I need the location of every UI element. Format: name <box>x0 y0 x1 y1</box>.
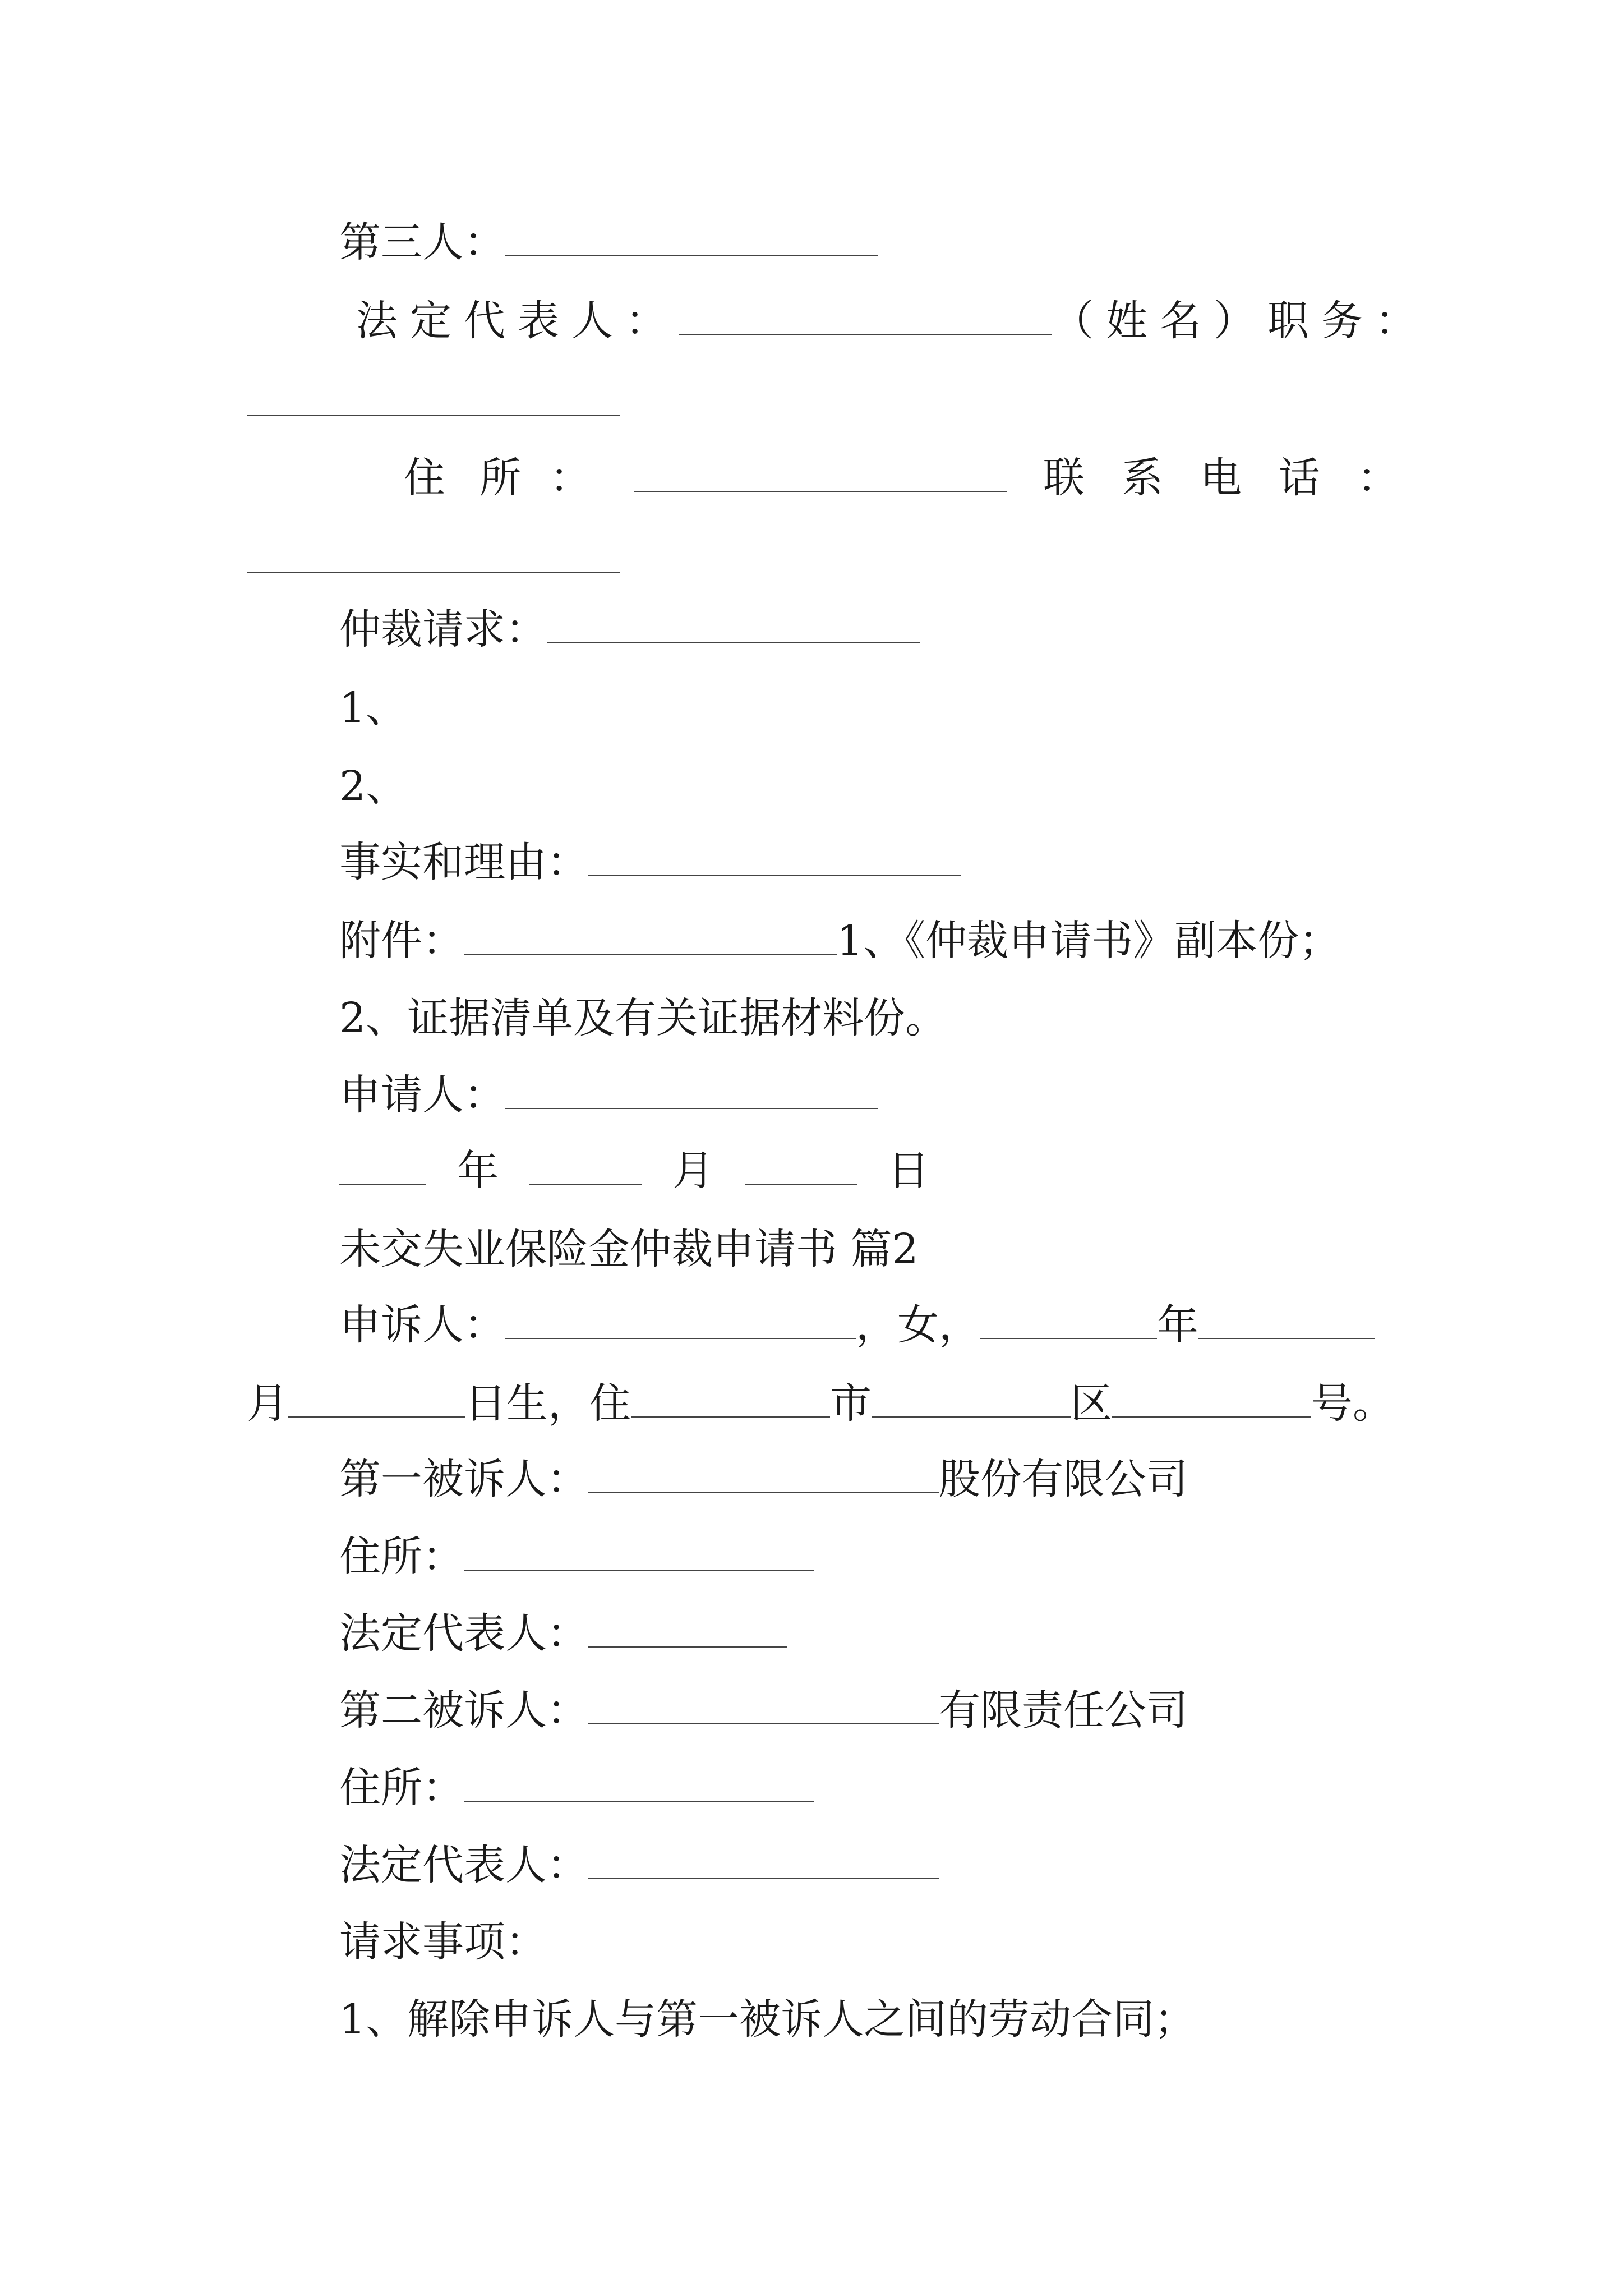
address-colon: ： <box>550 454 591 502</box>
second-respondent-label: 第二被诉人： <box>339 1686 588 1734</box>
birth-year-label: 年 <box>1157 1301 1198 1349</box>
year-blank <box>339 1150 426 1185</box>
address-blank <box>634 457 1007 492</box>
city-label: 市 <box>830 1379 872 1428</box>
facts-reasons-label: 事实和理由： <box>339 838 588 886</box>
request-item-1: 1、 <box>339 684 408 732</box>
month-label: 月 <box>672 1147 714 1195</box>
address-blank-line <box>634 457 1007 499</box>
district-blank <box>872 1383 1071 1418</box>
arbitration-request-label: 仲裁请求： <box>339 605 547 654</box>
complainant-label: 申诉人： <box>339 1301 505 1349</box>
request-item-2: 2、 <box>339 762 408 811</box>
first-respondent-rep-label: 法定代表人： <box>339 1609 588 1658</box>
legal-rep-blank <box>679 300 1052 335</box>
year-label: 年 <box>457 1147 499 1195</box>
phone-char-3-wrap <box>1200 454 1242 502</box>
applicant-label: 申请人： <box>339 1071 505 1119</box>
phone-colon-wrap <box>1357 454 1399 502</box>
number-blank <box>1112 1383 1311 1418</box>
legal-rep-line <box>356 297 1429 345</box>
phone-blank <box>247 539 620 573</box>
phone-blank-line <box>247 539 620 580</box>
phone-char-2: 系 <box>1122 454 1163 502</box>
address-phone-line-2 <box>479 454 521 502</box>
month-blank <box>529 1150 642 1185</box>
birth-month-blank-1 <box>1198 1304 1375 1339</box>
address-char-2: 所 <box>479 454 521 502</box>
first-respondent-rep-line <box>339 1609 787 1658</box>
attachment-blank <box>464 920 837 955</box>
complainant-gender: ，女， <box>856 1301 980 1349</box>
first-respondent-label: 第一被诉人： <box>339 1455 588 1503</box>
birth-month-label: 月 <box>247 1379 288 1428</box>
first-respondent-company: 股份有限公司 <box>939 1455 1188 1503</box>
second-respondent-address-line <box>339 1764 814 1812</box>
arbitration-request-blank <box>547 609 920 643</box>
second-respondent-address-label: 住所： <box>339 1764 464 1812</box>
number-label: 号。 <box>1311 1379 1394 1428</box>
phone-colon: ： <box>1357 454 1399 502</box>
second-respondent-rep-label: 法定代表人： <box>339 1841 588 1889</box>
complainant-line <box>339 1301 1375 1349</box>
birth-day-blank <box>288 1383 465 1418</box>
first-respondent-address-line <box>339 1533 814 1581</box>
phone-char-4: 话 <box>1279 454 1320 502</box>
second-respondent-rep-line <box>339 1841 939 1889</box>
attachment-line <box>339 917 1341 965</box>
city-blank <box>631 1383 830 1418</box>
third-party-blank <box>505 222 878 256</box>
address-phone-line-3 <box>550 454 591 502</box>
district-label: 区 <box>1071 1379 1112 1428</box>
attachment-label: 附件： <box>339 917 464 965</box>
attachment-item-2: 2、证据清单及有关证据材料份。 <box>339 994 947 1042</box>
attachment-item-1: 1、《仲裁申请书》副本份； <box>837 917 1341 965</box>
name-position-label: （姓名）职务： <box>1052 297 1429 345</box>
second-respondent-line <box>339 1686 1188 1734</box>
arbitration-request-line <box>339 605 920 654</box>
first-respondent-address-label: 住所： <box>339 1533 464 1581</box>
third-party-line <box>339 218 878 266</box>
day-blank <box>745 1150 857 1185</box>
birth-residence-label: 日生，住 <box>465 1379 631 1428</box>
phone-char-1: 联 <box>1043 454 1085 502</box>
claim-item-1: 1、解除申诉人与第一被诉人之间的劳动合同； <box>339 1995 1196 2044</box>
complainant-line-2 <box>247 1379 1394 1428</box>
first-respondent-rep-blank <box>588 1613 787 1648</box>
facts-reasons-line <box>339 838 961 886</box>
birth-year-blank <box>980 1304 1157 1339</box>
third-party-label: 第三人： <box>339 218 505 266</box>
date-line <box>339 1147 929 1195</box>
second-respondent-company: 有限责任公司 <box>939 1686 1188 1734</box>
address-char-1: 住 <box>404 454 445 502</box>
phone-char-3: 电 <box>1200 454 1242 502</box>
phone-char-4-wrap <box>1279 454 1320 502</box>
first-respondent-line <box>339 1455 1188 1503</box>
position-blank <box>247 381 620 416</box>
second-respondent-blank <box>588 1690 939 1724</box>
phone-char-1-wrap <box>1043 454 1085 502</box>
applicant-blank <box>505 1074 878 1109</box>
day-label: 日 <box>888 1147 929 1195</box>
position-blank-line <box>247 381 620 423</box>
claims-heading: 请求事项： <box>339 1918 547 1966</box>
phone-char-2-wrap <box>1122 454 1163 502</box>
first-respondent-address-blank <box>464 1536 814 1571</box>
first-respondent-blank <box>588 1458 939 1493</box>
address-phone-line <box>404 454 445 502</box>
second-respondent-rep-blank <box>588 1844 939 1879</box>
section-title: 未交失业保险金仲裁申请书 篇2 <box>339 1225 919 1273</box>
facts-reasons-blank <box>588 841 961 876</box>
second-respondent-address-blank <box>464 1767 814 1802</box>
complainant-name-blank <box>505 1304 856 1339</box>
applicant-line <box>339 1071 878 1119</box>
legal-rep-label: 法定代表人： <box>356 297 679 345</box>
